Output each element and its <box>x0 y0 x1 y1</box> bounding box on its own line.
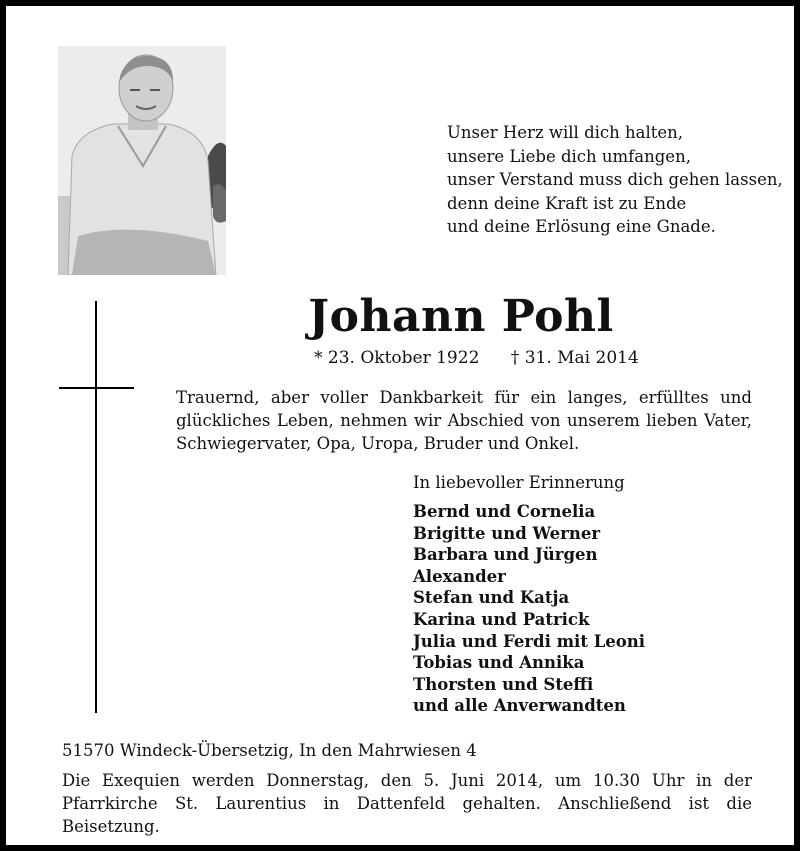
portrait-photo <box>58 46 226 275</box>
family-member: Karina und Patrick <box>413 609 590 629</box>
poem-line: Unser Herz will dich halten, <box>447 123 684 142</box>
family-member: Tobias und Annika <box>413 653 585 673</box>
poem <box>447 121 787 239</box>
family-member: Brigitte und Werner <box>413 523 601 543</box>
deceased-name: Johann Pohl <box>308 291 614 342</box>
mourning-text: Trauernd, aber voller Dankbarkeit für ein langes, erfülltes und glückliches Leben, nehmen wir Abschied von unserem lieben Vater, Schwiegervater, Opa, Uropa, Bruder und Onkel. <box>176 388 752 453</box>
portrait-image <box>58 46 226 275</box>
service-info: Die Exequien werden Donnerstag, den 5. Juni 2014, um 10.30 Uhr in der Pfarrkirche St. Laurentius in Dattenfeld gehalten. Anschließend ist die Beisetzung. <box>62 771 752 836</box>
death-date: † 31. Mai 2014 <box>510 348 639 368</box>
family-member: und alle Anverwandten <box>413 696 626 716</box>
family-member: Bernd und Cornelia <box>413 502 596 521</box>
family-member: Barbara und Jürgen <box>413 545 598 565</box>
family-list <box>413 501 645 717</box>
memory-label: In liebevoller Erinnerung <box>413 473 625 492</box>
poem-line: unsere Liebe dich umfangen, <box>447 146 691 166</box>
poem-line: und deine Erlösung eine Gnade. <box>447 217 716 236</box>
poem-line: unser Verstand muss dich gehen lassen, <box>447 170 783 189</box>
cross-horizontal-bar <box>59 387 134 389</box>
family-member: Thorsten und Steffi <box>413 674 594 694</box>
birth-date: * 23. Oktober 1922 <box>314 348 480 368</box>
family-member: Julia und Ferdi mit Leoni <box>413 631 646 651</box>
life-dates <box>314 348 639 368</box>
address: 51570 Windeck-Übersetzig, In den Mahrwiesen 4 <box>62 741 477 760</box>
family-member: Alexander <box>413 566 506 586</box>
family-member: Stefan und Katja <box>413 588 570 608</box>
poem-line: denn deine Kraft ist zu Ende <box>447 193 687 213</box>
cross-vertical-bar <box>95 301 97 713</box>
